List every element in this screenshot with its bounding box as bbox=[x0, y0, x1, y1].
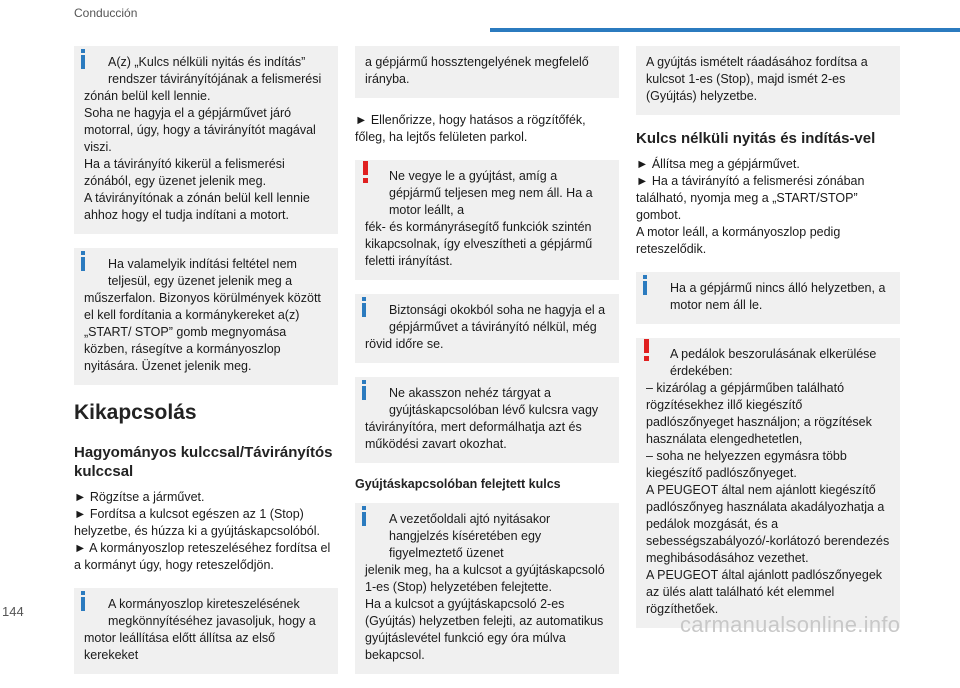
section-heading-kikapcsolas: Kikapcsolás bbox=[74, 401, 197, 424]
info-note-steering-lock bbox=[74, 588, 338, 674]
note-line: jelenik meg, ha a kulcsot a gyújtáskapcsoló 1-es (Stop) helyzetében felejtette. bbox=[365, 563, 605, 594]
subheading-keyless: Kulcs nélküli nyitás és indítás-vel bbox=[636, 130, 876, 147]
subheading-traditional-key: Hagyományos kulccsal/Távirányítós kulccsal bbox=[74, 444, 333, 480]
note-line: A PEUGEOT által nem ajánlott kiegészítő padlószőnyeg használata akadályozhatja a pedálok mozgását, és a sebességszabályozó/-korlátozó berendezés meghibásodásához vezethet. bbox=[646, 483, 890, 565]
step: ► Rögzítse a járművet. bbox=[74, 490, 205, 504]
info-note-keyless-zone bbox=[74, 46, 338, 234]
note-line: rövid időre se. bbox=[365, 337, 444, 351]
info-note-safety bbox=[355, 294, 619, 363]
note-first-line: Biztonsági okokból soha ne hagyja el a gépjárművet a távirányító nélkül, még bbox=[389, 303, 606, 334]
instruction-steps bbox=[74, 489, 338, 574]
column-3 bbox=[636, 46, 900, 642]
note-line: zónán belül kell lennie. bbox=[84, 89, 211, 103]
info-note-start-conditions bbox=[74, 248, 338, 385]
note-first-line: A vezetőoldali ajtó nyitásakor hangjelzés kíséretében egy figyelmeztető üzenet bbox=[389, 512, 551, 560]
note-first-line: Ha a gépjármű nincs álló helyzetben, a motor nem áll le. bbox=[670, 281, 886, 312]
warning-note-ignition bbox=[355, 160, 619, 280]
info-note-continued bbox=[636, 46, 900, 115]
note-first-line: A kormányoszlop kireteszelésének megkönnyítéséhez javasoljuk, hogy a bbox=[108, 597, 316, 628]
watermark: carmanualsonline.info bbox=[680, 612, 901, 637]
note-first-line: Ne vegye le a gyújtást, amíg a gépjármű teljesen meg nem áll. Ha a motor leállt, a bbox=[389, 169, 593, 217]
info-note-heavy-objects bbox=[355, 377, 619, 463]
note-line: – kizárólag a gépjárműben található rögzítésekhez illő kiegészítő padlószőnyeget használjon; a rögzítések használata elengedhetetlen, bbox=[646, 381, 872, 446]
note-line: – soha ne helyezzen egymásra több kiegészítő padlószőnyeget. bbox=[646, 449, 847, 480]
note-line: Ha a távirányító kikerül a felismerési zónából, egy üzenet jelenik meg. bbox=[84, 157, 285, 188]
note-line: a gépjármű hossztengelyének megfelelő irányba. bbox=[365, 55, 589, 86]
note-first-line: A(z) „Kulcs nélküli nyitás és indítás” rendszer távirányítójának a felismerési bbox=[108, 55, 322, 86]
note-line: műszerfalon. Bizonyos körülmények között el kell fordítania a kormánykereket a(z) „START/ STOP” gomb megnyomása közben, rásegítve a kormányoszlop nyitására. Üzenet jelenik meg. bbox=[84, 291, 321, 373]
note-first-line: Ne akasszon nehéz tárgyat a gyújtáskapcsolóban lévő kulcsra vagy bbox=[389, 386, 599, 417]
info-note-forgotten-key bbox=[355, 503, 619, 674]
info-note-continued bbox=[355, 46, 619, 98]
note-line: motor leállítása előtt állítsa az első kerekeket bbox=[84, 631, 276, 662]
step: ► Állítsa meg a gépjárművet. bbox=[636, 157, 800, 171]
note-line: A gyújtás ismételt ráadásához fordítsa a kulcsot 1-es (Stop), majd ismét 2-es (Gyújtás) helyzetbe. bbox=[646, 55, 868, 103]
column-2 bbox=[355, 46, 619, 688]
instruction-steps bbox=[636, 156, 900, 258]
subheading-forgotten-key: Gyújtáskapcsolóban felejtett kulcs bbox=[355, 477, 561, 491]
section-title: Conducción bbox=[74, 6, 138, 20]
note-line: A PEUGEOT által ajánlott padlószőnyegek az ülés alatt található két elemmel rögzíthetőek. bbox=[646, 568, 883, 616]
note-line: Ha a kulcsot a gyújtáskapcsoló 2-es (Gyújtás) helyzetben felejti, az automatikus gyújtáslevétel funkció egy óra múlva bekapcsol. bbox=[365, 597, 604, 662]
page-number: 144 bbox=[2, 604, 24, 619]
note-line: A távirányítónak a zónán belül kell lennie ahhoz hogy el tudja indítani a motort. bbox=[84, 191, 310, 222]
note-line: távirányítóra, mert deformálhatja azt és működési zavart okozhat. bbox=[365, 420, 582, 451]
step: A motor leáll, a kormányoszlop pedig reteszelődik. bbox=[636, 225, 841, 256]
step: ► Ha a távirányító a felismerési zónában található, nyomja meg a „START/STOP” gombot. bbox=[636, 174, 865, 222]
note-first-line: Ha valamelyik indítási feltétel nem teljesül, egy üzenet jelenik meg a bbox=[108, 257, 297, 288]
warning-note-floor-mats bbox=[636, 338, 900, 628]
header-accent-bar bbox=[490, 28, 960, 32]
step: ► A kormányoszlop reteszeléséhez fordítsa el a kormányt úgy, hogy reteszelődjön. bbox=[74, 541, 331, 572]
note-first-line: A pedálok beszorulásának elkerülése érdekében: bbox=[670, 347, 877, 378]
info-note-vehicle-moving bbox=[636, 272, 900, 324]
step-parking-brake: ► Ellenőrizze, hogy hatásos a rögzítőfék, főleg, ha lejtős felületen parkol. bbox=[355, 113, 586, 144]
step: ► Fordítsa a kulcsot egészen az 1 (Stop) helyzetbe, és húzza ki a gyújtáskapcsolóból. bbox=[74, 507, 320, 538]
note-line: fék- és kormányrásegítő funkciók szintén kikapcsolnak, így elveszítheti a gépjármű feletti irányítást. bbox=[365, 220, 593, 268]
column-1 bbox=[74, 46, 338, 688]
note-line: Soha ne hagyja el a gépjárművet járó motorral, úgy, hogy a távirányítót magával viszi. bbox=[84, 106, 316, 154]
